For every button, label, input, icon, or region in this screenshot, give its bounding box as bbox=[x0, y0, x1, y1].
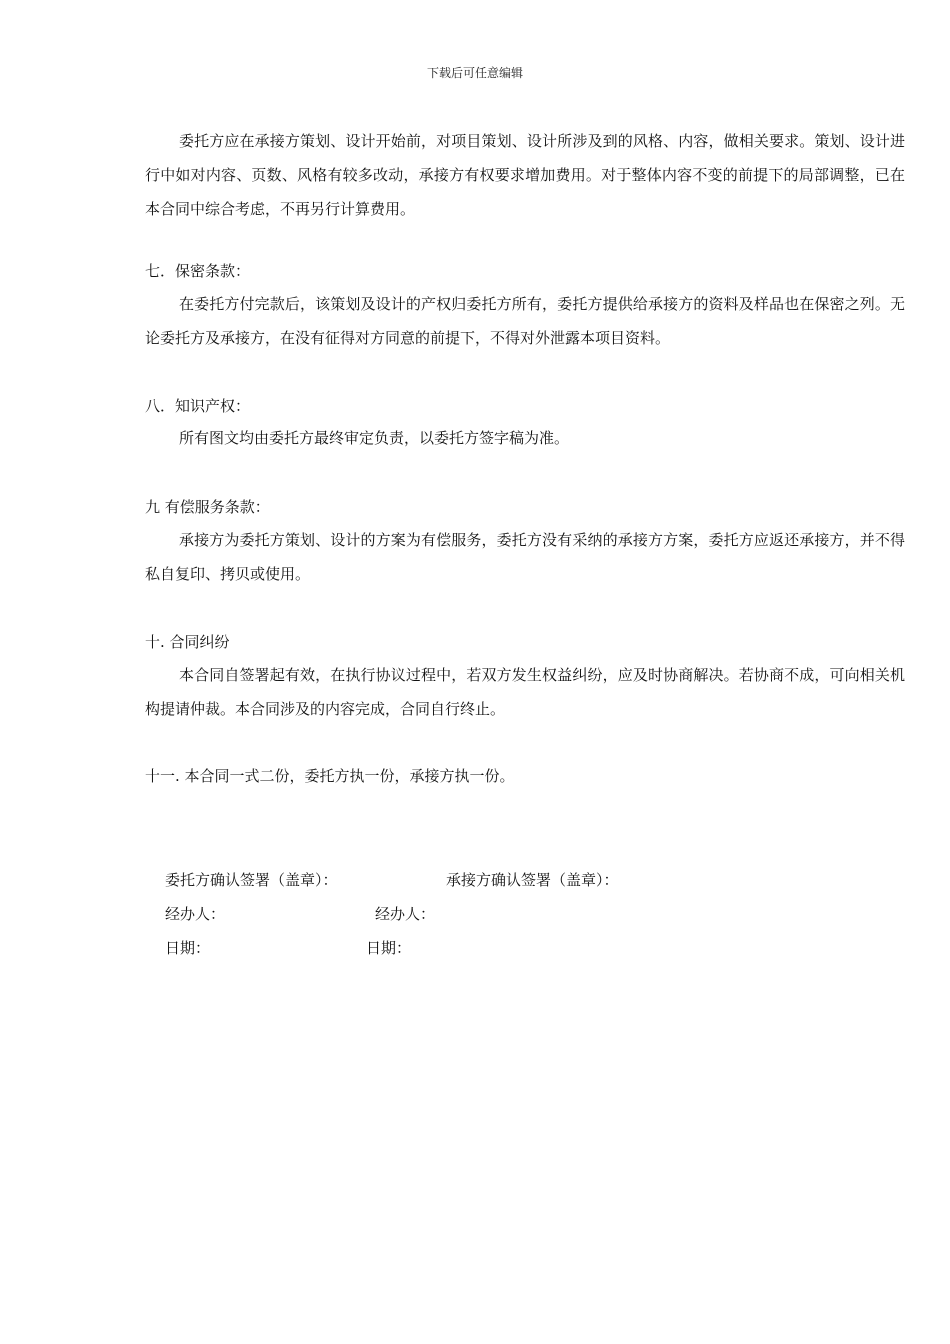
client-agent-label: 经办人： bbox=[165, 905, 226, 923]
section-10-title: 十. 合同纠纷 bbox=[145, 633, 230, 651]
contractor-date-label: 日期： bbox=[366, 939, 412, 957]
contractor-agent-label: 经办人： bbox=[375, 905, 436, 923]
contractor-sign-label: 承接方确认签署（盖章）： bbox=[446, 871, 619, 889]
page-header: 下载后可任意编辑 bbox=[426, 66, 523, 80]
section-8-title: 八．知识产权： bbox=[145, 397, 251, 415]
client-date-label: 日期： bbox=[165, 939, 211, 957]
section-9-title: 九 有偿服务条款： bbox=[145, 498, 270, 516]
section-9-body: 承接方为委托方策划、设计的方案为有偿服务，委托方没有采纳的承接方方案，委托方应返还承接方，并不得私自复印、拷贝或使用。 bbox=[145, 531, 905, 583]
section-7-title: 七．保密条款： bbox=[145, 262, 251, 280]
paragraph-design-requirements: 委托方应在承接方策划、设计开始前，对项目策划、设计所涉及到的风格、内容，做相关要求。策划、设计进行中如对内容、页数、风格有较多改动，承接方有权要求增加费用。对于整体内容不变的前提下的局部调整，已在本合同中综合考虑，不再另行计算费用。 bbox=[145, 132, 905, 218]
section-10-body: 本合同自签署起有效，在执行协议过程中，若双方发生权益纠纷，应及时协商解决。若协商不成，可向相关机构提请仲裁。本合同涉及的内容完成，合同自行终止。 bbox=[145, 666, 905, 718]
section-8-body: 所有图文均由委托方最终审定负责，以委托方签字稿为准。 bbox=[179, 429, 570, 447]
section-11: 十一. 本合同一式二份，委托方执一份，承接方执一份。 bbox=[145, 767, 515, 785]
client-sign-label: 委托方确认签署（盖章）： bbox=[165, 871, 338, 889]
section-7-body: 在委托方付完款后，该策划及设计的产权归委托方所有，委托方提供给承接方的资料及样品也在保密之列。无论委托方及承接方，在没有征得对方同意的前提下，不得对外泄露本项目资料。 bbox=[145, 295, 905, 347]
